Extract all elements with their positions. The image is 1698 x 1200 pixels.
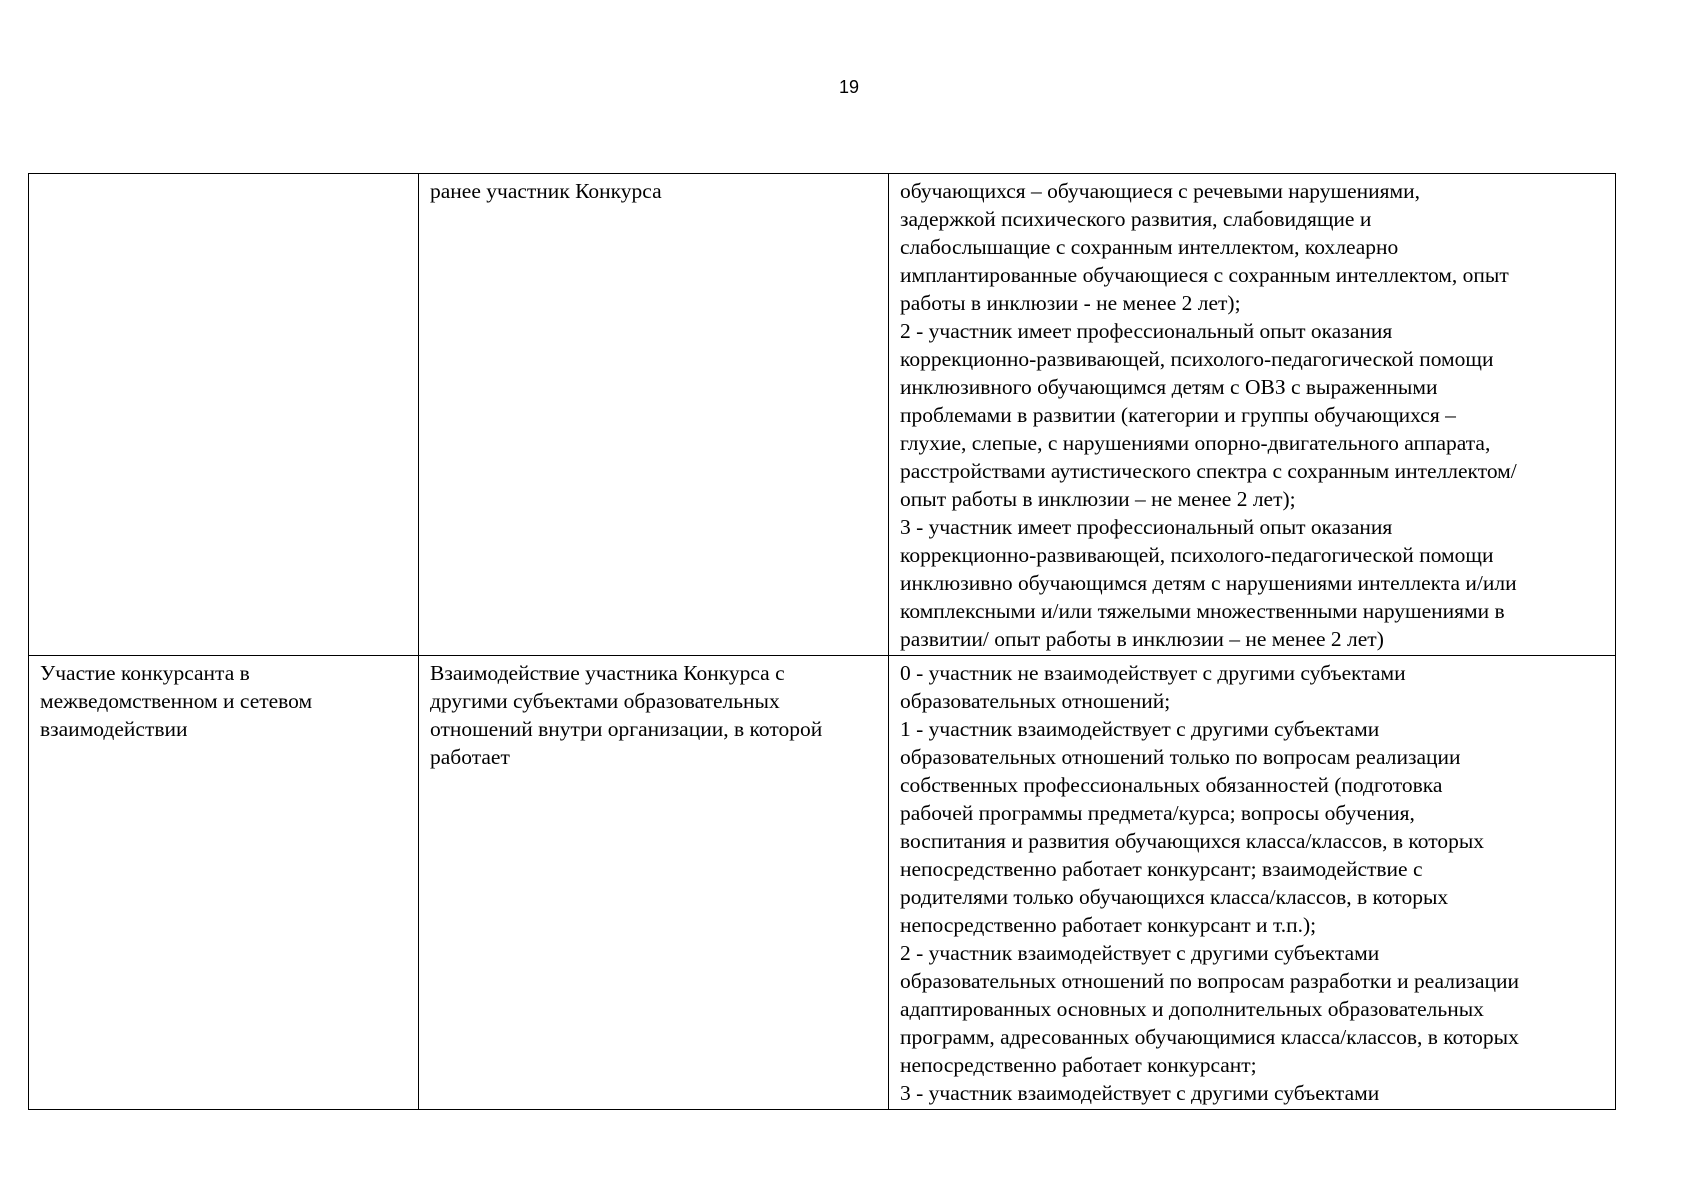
page-number: 19 [838,77,860,97]
scale-cell: 0 - участник не взаимодействует с другими субъектами образовательных отношений; 1 - участник взаимодействует с другими субъектами образовательных отношений только по вопросам реализации собственных профессиональных обязанностей (подготовка рабочей программы предмета/курса; вопросы обучения, воспитания и развития обучающихся класса/классов, в которых непосредственно работает конкурсант; взаимодействие с родителями только обучающихся класса/классов, в которых непосредственно работает конкурсант и т.п.); 2 - участник взаимодействует с другими субъектами образовательных отношений по вопросам разработки и реализации адаптированных основных и дополнительных образовательных программ, адресованных обучающимися класса/классов, в которых непосредственно работает конкурсант; 3 - участник взаимодействует с другими субъектами [889,656,1616,1110]
criteria-table [28,173,1616,1110]
scale-cell: обучающихся – обучающиеся с речевыми нарушениями, задержкой психического развития, слабовидящие и слабослышащие с сохранным интеллектом, кохлеарно имплантированные обучающиеся с сохранным интеллектом, опыт работы в инклюзии - не менее 2 лет); 2 - участник имеет профессиональный опыт оказания коррекционно-развивающей, психолого-педагогической помощи инклюзивного обучающимся детям с ОВЗ с выраженными проблемами в развитии (категории и группы обучающихся – глухие, слепые, с нарушениями опорно-двигательного аппарата, расстройствами аутистического спектра с сохранным интеллектом/ опыт работы в инклюзии – не менее 2 лет); 3 - участник имеет профессиональный опыт оказания коррекционно-развивающей, психолого-педагогической помощи инклюзивно обучающимся детям с нарушениями интеллекта и/или комплексными и/или тяжелыми множественными нарушениями в развитии/ опыт работы в инклюзии – не менее 2 лет) [889,174,1616,656]
indicator-cell: ранее участник Конкурса [419,174,889,656]
criterion-cell [29,174,419,656]
table-row [29,656,1616,1110]
indicator-cell: Взаимодействие участника Конкурса с другими субъектами образовательных отношений внутри организации, в которой работает [419,656,889,1110]
criterion-cell: Участие конкурсанта в межведомственном и сетевом взаимодействии [29,656,419,1110]
table-row [29,174,1616,656]
